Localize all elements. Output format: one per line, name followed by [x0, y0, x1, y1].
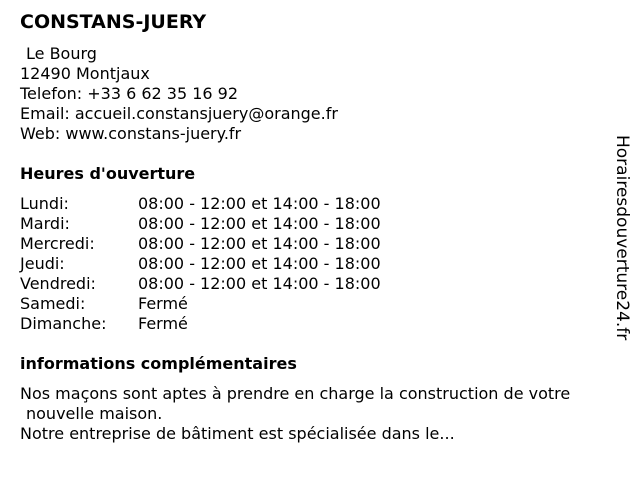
info-line-2: nouvelle maison. — [26, 404, 163, 423]
day-label: Jeudi: — [20, 254, 65, 273]
web-line: Web: www.constans-juery.fr — [20, 124, 242, 143]
day-label: Mercredi: — [20, 234, 95, 253]
phone-line: Telefon: +33 6 62 35 16 92 — [20, 84, 239, 103]
site-watermark: Horairesdouverture24.fr — [612, 135, 632, 341]
day-label: Lundi: — [20, 194, 69, 213]
business-title: CONSTANS-JUERY — [20, 11, 207, 33]
info-heading: informations complémentaires — [20, 354, 297, 373]
day-label: Dimanche: — [20, 314, 107, 333]
address-street: Le Bourg — [26, 44, 97, 63]
day-hours: 08:00 - 12:00 et 14:00 - 18:00 — [138, 194, 381, 213]
info-line-3: Notre entreprise de bâtiment est spécialisée dans le... — [20, 424, 455, 443]
day-hours: Fermé — [138, 314, 188, 333]
info-description — [20, 384, 570, 444]
day-label: Samedi: — [20, 294, 86, 313]
day-hours: Fermé — [138, 294, 188, 313]
day-hours: 08:00 - 12:00 et 14:00 - 18:00 — [138, 274, 381, 293]
day-hours: 08:00 - 12:00 et 14:00 - 18:00 — [138, 214, 381, 233]
email-line: Email: accueil.constansjuery@orange.fr — [20, 104, 338, 123]
address-city: 12490 Montjaux — [20, 64, 150, 83]
day-label: Mardi: — [20, 214, 70, 233]
day-hours: 08:00 - 12:00 et 14:00 - 18:00 — [138, 234, 381, 253]
day-hours: 08:00 - 12:00 et 14:00 - 18:00 — [138, 254, 381, 273]
info-line-1: Nos maçons sont aptes à prendre en charge la construction de votre — [20, 384, 571, 403]
day-label: Vendredi: — [20, 274, 96, 293]
hours-heading: Heures d'ouverture — [20, 164, 196, 183]
contact-block — [20, 44, 338, 144]
